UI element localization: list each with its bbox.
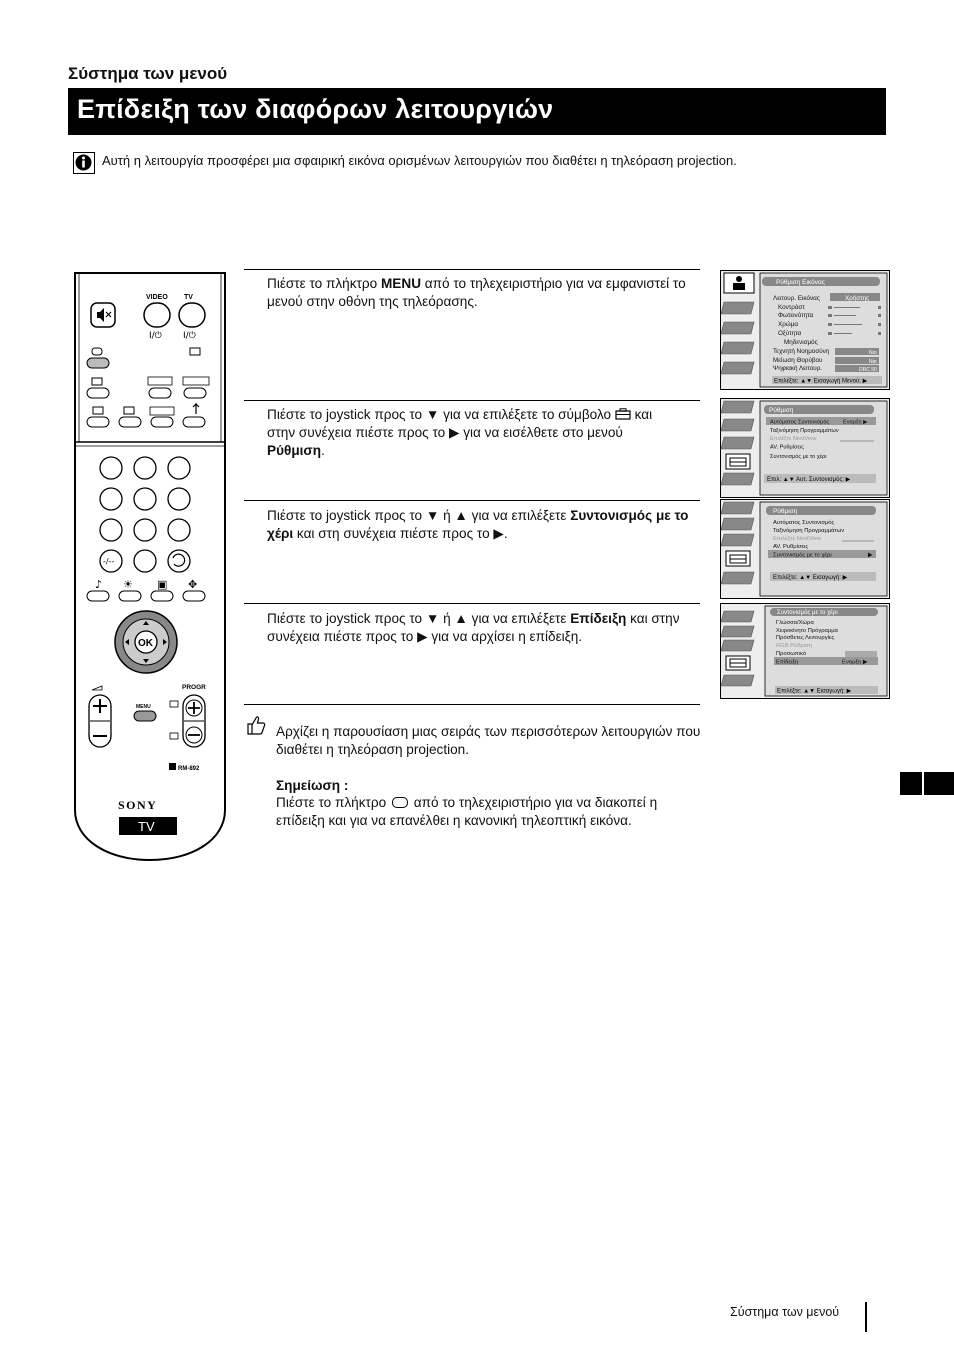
ok-label: OK (138, 638, 153, 649)
svg-text:-/--: -/-- (103, 557, 115, 566)
svg-text:Επίδειξη: Επίδειξη (776, 659, 799, 666)
menu-screen-manual-select (720, 499, 890, 599)
svg-text:Συντονισμός με το χέρι: Συντονισμός με το χέρι (773, 552, 832, 559)
step-divider (244, 704, 700, 705)
svg-text:Ταξινόμηση Προγραμμάτων: Ταξινόμηση Προγραμμάτων (773, 528, 845, 534)
button-row3-1[interactable] (87, 417, 109, 427)
svg-text:☀: ☀ (123, 578, 133, 591)
step-1: Πιέστε το πλήκτρο MENU από το τηλεχειριστήριο για να εμφανιστεί το μενού στην οθόνη της τηλεόρασης. (267, 276, 686, 309)
svg-text:Χρώμα: Χρώμα (778, 321, 798, 328)
screen-button[interactable] (151, 591, 173, 601)
svg-text:Τεχνητή Νοημοσύνη: Τεχνητή Νοημοσύνη (773, 348, 830, 355)
svg-text:Αυτόματος Συντονισμός: Αυτόματος Συντονισμός (770, 419, 830, 426)
svg-text:AV. Ρυθμίσεις: AV. Ρυθμίσεις (770, 444, 804, 451)
svg-text:▣: ▣ (157, 578, 168, 591)
sound-menu-icon (721, 302, 754, 314)
final-text: Αρχίζει η παρουσίαση μιας σειράς των περισσότερων λειτουργιών που διαθέτει η τηλεόραση projection. (276, 724, 701, 757)
svg-text:▶: ▶ (868, 552, 873, 559)
svg-text:Συντονισμός με το χέρι: Συντονισμός με το χέρι (777, 610, 838, 616)
note-text: Πιέστε το πλήκτρο από το τηλεχειριστήριο για να διακοπεί η επίδειξη και για να επανέλθει η κανονική τηλεοπτική εικόνα. (276, 795, 658, 828)
svg-text:Κοντράστ: Κοντράστ (778, 304, 805, 311)
svg-text:Μηδενισμός: Μηδενισμός (784, 339, 818, 346)
power-label-tv: I/⏻ (183, 331, 196, 341)
footer-rule (865, 1302, 867, 1332)
svg-text:Επιλέξτε: ▲▼ Εισαγωγή: ▶: Επιλέξτε: ▲▼ Εισαγωγή: ▶ (777, 688, 852, 695)
svg-text:Ρύθμιση: Ρύθμιση (773, 508, 798, 515)
svg-text:Ρύθμιση Εικόνας: Ρύθμιση Εικόνας (776, 279, 825, 286)
svg-text:♪: ♪ (95, 578, 103, 591)
function-button[interactable] (87, 358, 109, 368)
menu-screen-demo (720, 603, 890, 699)
svg-text:AV. Ρυθμίσεις: AV. Ρυθμίσεις (773, 544, 809, 550)
svg-text:Λειτουρ. Εικόνας: Λειτουρ. Εικόνας (773, 295, 820, 302)
tv-power-button[interactable] (179, 303, 205, 327)
step-4: Πιέστε το joystick προς το ▼ ή ▲ για να επιλέξετε Επίδειξη και στην συνέχεια πιέστε προς το ▶ για να αρχίσει η επίδειξη. (267, 611, 680, 644)
svg-text:Ναι: Ναι (869, 359, 877, 365)
step-divider (244, 603, 700, 604)
teletext-button[interactable] (87, 388, 109, 398)
svg-text:Συντονισμός με το χέρι: Συντονισμός με το χέρι (770, 454, 827, 460)
preset-menu-icon (721, 362, 754, 374)
svg-text:Ρύθμιση: Ρύθμιση (769, 407, 794, 414)
setup-menu-icon (721, 342, 754, 354)
brand-logo: SONY (118, 798, 158, 812)
menu-label: MENU (136, 704, 151, 710)
model-label: RM-892 (178, 766, 200, 772)
svg-text:Πρόσθετες Λειτουργίες: Πρόσθετες Λειτουργίες (776, 635, 835, 641)
menu-button[interactable] (134, 711, 156, 721)
power-label-video: I/⏻ (149, 331, 162, 341)
svg-text:Αυτόματος Συντονισμός: Αυτόματος Συντονισμός (773, 520, 835, 526)
toolbox-icon (615, 408, 631, 420)
svg-text:Χρήστης: Χρήστης (845, 295, 870, 302)
step-3: Πιέστε το joystick προς το ▼ ή ▲ για να επιλέξετε Συντονισμός με το χέρι και στη συνέχεια πιέστε προς το ▶. (267, 508, 689, 541)
step-divider (244, 400, 700, 401)
svg-text:RGB Ρύθμιση: RGB Ρύθμιση (776, 643, 812, 649)
svg-text:Ταξινόμηση Προγραμμάτων: Ταξινόμηση Προγραμμάτων (770, 428, 839, 434)
svg-text:Μείωση Θορύβου: Μείωση Θορύβου (773, 357, 823, 364)
intro-text: Αυτή η λειτουργία προσφέρει μια σφαιρική εικόνα ορισμένων λειτουργιών που διαθέτει η τηλεόραση projection. (102, 153, 737, 168)
sound-button[interactable] (87, 591, 109, 601)
svg-text:✥: ✥ (188, 578, 198, 591)
svg-text:Επιλ: ▲▼ Αυτ. Συντονισμός: ▶: Επιλ: ▲▼ Αυτ. Συντονισμός: ▶ (767, 477, 851, 483)
svg-text:Επιλέξτε: ▲▼ Εισαγωγή Μενού:: Επιλέξτε: ▲▼ Εισαγωγή Μενού: ▶ (774, 378, 868, 385)
button-row3-3[interactable] (151, 417, 173, 427)
tv-label: TV (184, 294, 193, 301)
section-heading: Σύστημα των μενού (68, 64, 228, 83)
step-2: Πιέστε το joystick προς το ▼ για να επιλέξετε το σύμβολο και στην συνέχεια πιέστε προς το ▶ για να εισέλθετε στο μενού Ρύθμιση. (267, 407, 653, 458)
note-label: Σημείωση : (276, 778, 349, 793)
progr-label: PROGR (182, 684, 206, 691)
tv-button-icon (392, 797, 408, 808)
svg-text:Φωτεινότητα: Φωτεινότητα (778, 312, 814, 319)
pip-button[interactable] (149, 388, 171, 398)
svg-text:Χειροκίνητο Πρόγραμμα: Χειροκίνητο Πρόγραμμα (776, 628, 838, 634)
svg-text:Εναρξη ▶: Εναρξη ▶ (843, 419, 868, 426)
chapter-tab (900, 772, 954, 795)
video-power-button[interactable] (144, 303, 170, 327)
info-icon (73, 152, 95, 174)
button-row3-2[interactable] (119, 417, 141, 427)
svg-text:Επιλέξτε: ▲▼ Εισαγωγή: ▶: Επιλέξτε: ▲▼ Εισαγωγή: ▶ (773, 575, 848, 581)
picture-button[interactable] (119, 591, 141, 601)
svg-text:Ψηφιακή Λειτουρ.: Ψηφιακή Λειτουρ. (773, 365, 823, 372)
mode-label: TV (138, 819, 155, 834)
footer-section-label: Σύστημα των μενού (730, 1305, 840, 1319)
position-button[interactable] (183, 591, 205, 601)
svg-text:DRC 50: DRC 50 (859, 367, 877, 373)
features-menu-icon (721, 322, 754, 334)
svg-text:Οξύτητα: Οξύτητα (778, 330, 802, 337)
svg-text:Προσωπικό: Προσωπικό (776, 651, 807, 657)
menu-screen-setup (720, 398, 890, 498)
step-divider (244, 500, 700, 501)
page-title: Επίδειξη των διαφόρων λειτουργιών (77, 94, 554, 124)
button-row3-4[interactable] (183, 417, 205, 427)
svg-text:Γλώσσα/Χώρα: Γλώσσα/Χώρα (776, 620, 814, 626)
remote-control (72, 270, 228, 862)
page-title-bar (68, 88, 886, 135)
step-divider (244, 269, 700, 270)
video-label: VIDEO (146, 294, 168, 301)
thumbs-up-icon (246, 714, 266, 736)
input-button[interactable] (184, 388, 206, 398)
svg-text:Επιλέξτε NextView: Επιλέξτε NextView (773, 536, 822, 542)
svg-text:Εναρξη ▶: Εναρξη ▶ (842, 659, 868, 666)
svg-text:Επιλέξτε NextView: Επιλέξτε NextView (770, 436, 817, 442)
svg-text:Ναι: Ναι (869, 350, 877, 356)
menu-screen-picture (720, 270, 890, 390)
